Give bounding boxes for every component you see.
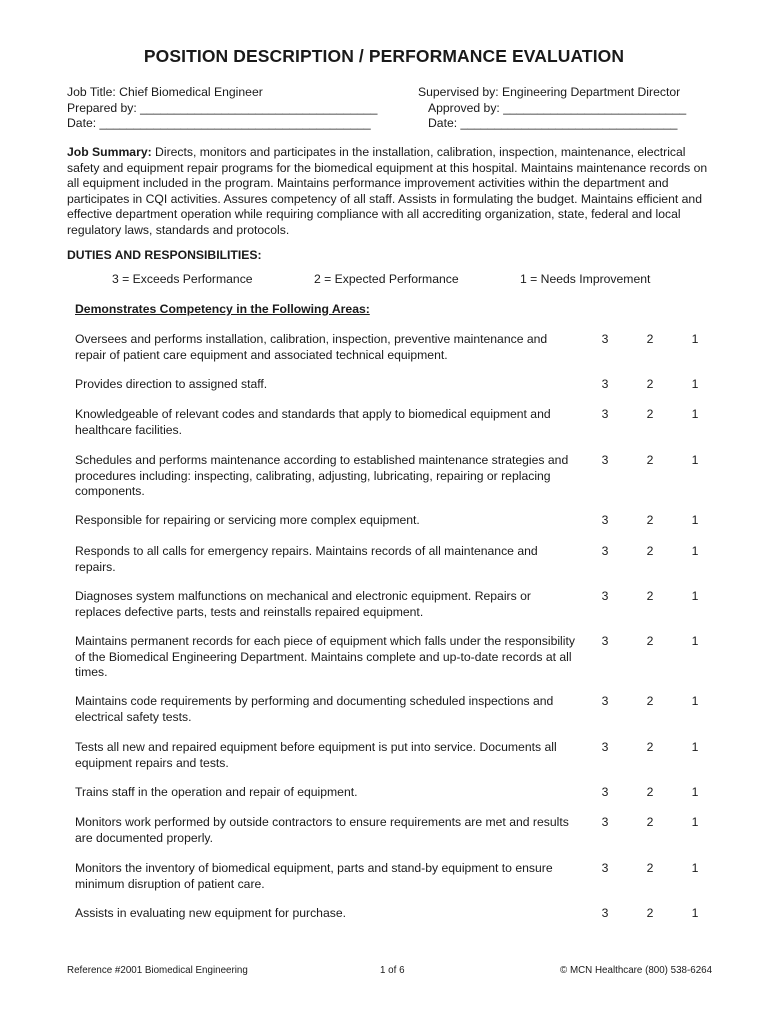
duty-text: Diagnoses system malfunctions on mechanical and electronic equipment. Repairs or replaces defective parts, tests and reinstalls repaired equipment. — [75, 589, 531, 619]
footer-page-number: 1 of 6 — [380, 965, 405, 976]
score-1[interactable]: 1 — [691, 453, 699, 467]
legend-needs-improvement: 1 = Needs Improvement — [520, 272, 651, 286]
score-2[interactable]: 2 — [646, 785, 654, 799]
duty-text: Knowledgeable of relevant codes and standards that apply to biomedical equipment and healthcare facilities. — [75, 407, 551, 437]
score-1[interactable]: 1 — [691, 815, 699, 829]
duty-text: Maintains code requirements by performing and documenting scheduled inspections and electrical safety tests. — [75, 694, 554, 724]
footer-reference: Reference #2001 Biomedical Engineering — [67, 965, 248, 976]
score-2[interactable]: 2 — [646, 453, 654, 467]
duty-text: Provides direction to assigned staff. — [75, 377, 268, 391]
duty-text: Trains staff in the operation and repair of equipment. — [75, 785, 358, 799]
score-2[interactable]: 2 — [646, 377, 654, 391]
duty-text: Tests all new and repaired equipment before equipment is put into service. Documents all equipment repairs and tests. — [75, 740, 557, 770]
job-summary-label: Job Summary: — [67, 145, 152, 159]
score-1[interactable]: 1 — [691, 513, 699, 527]
duty-text: Assists in evaluating new equipment for purchase. — [75, 906, 346, 920]
job-title: Job Title: Chief Biomedical Engineer — [67, 85, 263, 99]
score-3[interactable]: 3 — [601, 785, 609, 799]
score-2[interactable]: 2 — [646, 740, 654, 754]
score-1[interactable]: 1 — [691, 906, 699, 920]
supervised-by: Supervised by: Engineering Department Director — [418, 85, 681, 99]
duty-text: Monitors the inventory of biomedical equipment, parts and stand-by equipment to ensure minimum disruption of patient care. — [75, 861, 553, 891]
score-3[interactable]: 3 — [601, 332, 609, 346]
score-3[interactable]: 3 — [601, 544, 609, 558]
score-3[interactable]: 3 — [601, 906, 609, 920]
duty-text: Maintains permanent records for each piece of equipment which falls under the responsibility of the Biomedical Engineering Department. Maintains complete and up-to-date records at all times. — [75, 634, 575, 679]
score-1[interactable]: 1 — [691, 589, 699, 603]
header-right — [418, 85, 718, 132]
score-2[interactable]: 2 — [646, 861, 654, 875]
score-1[interactable]: 1 — [691, 785, 699, 799]
duty-text: Responds to all calls for emergency repairs. Maintains records of all maintenance and repairs. — [75, 544, 538, 574]
score-1[interactable]: 1 — [691, 407, 699, 421]
score-1[interactable]: 1 — [691, 332, 699, 346]
document-title: POSITION DESCRIPTION / PERFORMANCE EVALUATION — [143, 46, 625, 66]
competency-heading: Demonstrates Competency in the Following Areas: — [75, 302, 370, 316]
score-2[interactable]: 2 — [646, 694, 654, 708]
score-3[interactable]: 3 — [601, 694, 609, 708]
score-2[interactable]: 2 — [646, 815, 654, 829]
score-1[interactable]: 1 — [691, 740, 699, 754]
date-field-right: Date: ________________________________ — [428, 116, 678, 130]
duty-text: Monitors work performed by outside contractors to ensure requirements are met and results are documented properly. — [75, 815, 569, 845]
score-1[interactable]: 1 — [691, 694, 699, 708]
score-2[interactable]: 2 — [646, 906, 654, 920]
score-1[interactable]: 1 — [691, 634, 699, 648]
score-3[interactable]: 3 — [601, 740, 609, 754]
score-2[interactable]: 2 — [646, 332, 654, 346]
job-summary — [67, 145, 717, 238]
prepared-by-field: Prepared by: ___________________________________ — [67, 100, 378, 115]
score-3[interactable]: 3 — [601, 861, 609, 875]
duty-text: Responsible for repairing or servicing more complex equipment. — [75, 513, 420, 527]
duty-text: Schedules and performs maintenance according to established maintenance strategies and procedures including: inspecting, calibrating, adjusting, lubricating, repairing or replacing components. — [75, 453, 569, 498]
legend-exceeds: 3 = Exceeds Performance — [112, 272, 253, 286]
footer-copyright: © MCN Healthcare (800) 538-6264 — [560, 965, 713, 976]
score-3[interactable]: 3 — [601, 407, 609, 421]
job-summary-text: Directs, monitors and participates in the installation, calibration, inspection, maintenance, electrical safety and equipment repair programs for the biomedical equipment at this hospital. Maintains maintenance records on all equipment included in the program. Maintains performance improvement activities within the department and participates in CQI activities. Assures competency of all staff. Assists in formulating the budget. Maintains efficient and effective department operation while requiring compliance with all accrediting organization, state, federal and local regulatory laws, standards and protocols. — [67, 145, 708, 237]
score-2[interactable]: 2 — [646, 544, 654, 558]
score-1[interactable]: 1 — [691, 861, 699, 875]
score-2[interactable]: 2 — [646, 589, 654, 603]
header-left — [67, 85, 397, 132]
score-3[interactable]: 3 — [601, 815, 609, 829]
duties-heading: DUTIES AND RESPONSIBILITIES: — [67, 248, 262, 262]
date-field-left: Date: ________________________________________ — [67, 116, 371, 130]
score-1[interactable]: 1 — [691, 377, 699, 391]
duty-text: Oversees and performs installation, calibration, inspection, preventive maintenance and repair of patient care equipment and associated technical equipment. — [75, 332, 548, 362]
score-3[interactable]: 3 — [601, 453, 609, 467]
score-2[interactable]: 2 — [646, 634, 654, 648]
approved-by-field: Approved by: ___________________________ — [428, 100, 687, 115]
score-3[interactable]: 3 — [601, 589, 609, 603]
score-3[interactable]: 3 — [601, 513, 609, 527]
score-3[interactable]: 3 — [601, 634, 609, 648]
score-3[interactable]: 3 — [601, 377, 609, 391]
score-1[interactable]: 1 — [691, 544, 699, 558]
score-2[interactable]: 2 — [646, 407, 654, 421]
legend-expected: 2 = Expected Performance — [314, 272, 459, 286]
score-2[interactable]: 2 — [646, 513, 654, 527]
